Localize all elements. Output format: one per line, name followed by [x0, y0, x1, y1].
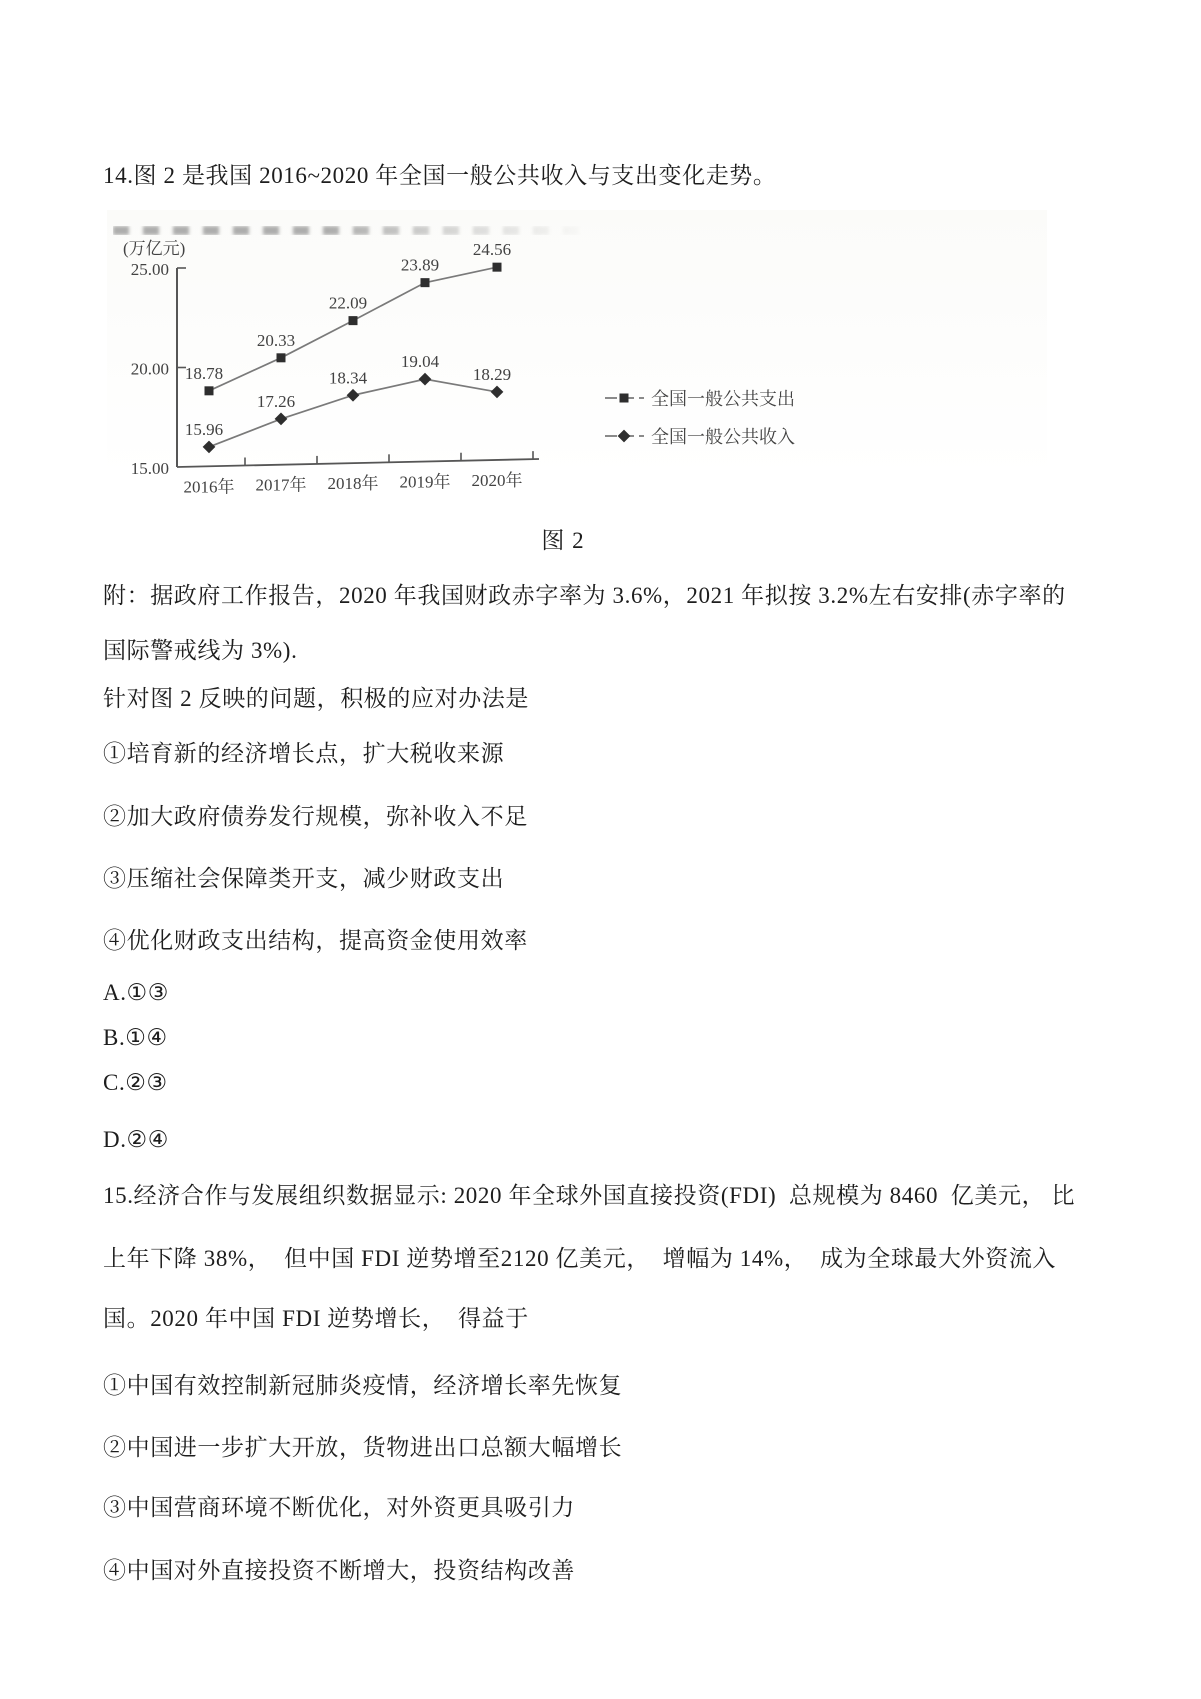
figure-2 — [107, 210, 1047, 510]
legend-label: 全国一般公共收入 — [651, 427, 795, 447]
year-label: 2018年 — [327, 474, 379, 494]
figure-2-caption: 图 2 — [541, 528, 585, 553]
data-point-label: 19.04 — [400, 352, 440, 372]
data-point-label: 18.78 — [184, 363, 224, 383]
q14-statement-4: ④优化财政支出结构，提高资金使用效率 — [103, 928, 528, 953]
q14-title: 14.图 2 是我国 2016~2020 年全国一般公共收入与支出变化走势。 — [103, 163, 777, 188]
data-point-label: 17.26 — [256, 391, 296, 411]
q14-choice-d: D.②④ — [103, 1127, 169, 1152]
data-point-label: 18.29 — [472, 364, 512, 384]
q15-statement-2: ②中国进一步扩大开放，货物进出口总额大幅增长 — [103, 1435, 623, 1460]
year-label: 2019年 — [399, 472, 451, 492]
data-point-marker — [275, 413, 288, 426]
q15-stem-line-1: 15.经济合作与发展组织数据显示: 2020 年全球外国直接投资(FDI) 总规模为 8460 亿美元， 比 — [103, 1183, 1076, 1208]
data-point-marker — [419, 373, 432, 386]
scan-artifact — [113, 226, 593, 235]
data-point-marker — [421, 278, 430, 287]
data-point-marker — [493, 263, 502, 272]
data-point-label: 20.33 — [256, 330, 296, 350]
data-point-marker — [349, 316, 358, 325]
x-axis — [177, 459, 539, 467]
data-point-label: 15.96 — [184, 419, 224, 439]
year-label: 2017年 — [255, 475, 307, 495]
q14-note-line-1: 附：据政府工作报告，2020 年我国财政赤字率为 3.6%，2021 年拟按 3.2%左右安排(赤字率的 — [103, 583, 1066, 608]
q14-stem: 针对图 2 反映的问题，积极的应对办法是 — [103, 686, 529, 711]
data-point-marker — [205, 386, 214, 395]
q15-stem-line-3: 国。2020 年中国 FDI 逆势增长， 得益于 — [103, 1306, 529, 1331]
y-tick-label: 20.00 — [130, 359, 169, 379]
data-point-label: 24.56 — [472, 240, 512, 260]
q15-statement-3: ③中国营商环境不断优化，对外资更具吸引力 — [103, 1495, 575, 1520]
figure-2-line-chart — [107, 210, 1047, 510]
q15-stem-line-2: 上年下降 38%， 但中国 FDI 逆势增至2120 亿美元， 增幅为 14%， 成为全球最大外资流入 — [103, 1246, 1057, 1271]
y-tick-label: 15.00 — [130, 459, 169, 478]
data-point-marker — [277, 353, 286, 362]
data-point-marker — [620, 394, 629, 403]
data-point-marker — [491, 386, 504, 399]
year-label: 2020年 — [471, 470, 523, 490]
q14-note-line-2: 国际警戒线为 3%). — [103, 638, 298, 663]
q14-statement-3: ③压缩社会保障类开支，减少财政支出 — [103, 866, 505, 891]
unit-label: (万亿元) — [123, 239, 186, 258]
q15-statement-1: ①中国有效控制新冠肺炎疫情，经济增长率先恢复 — [103, 1373, 623, 1398]
data-point-marker — [347, 389, 360, 402]
data-point-label: 18.34 — [328, 368, 368, 388]
data-point-marker — [618, 430, 631, 443]
q15-statement-4: ④中国对外直接投资不断增大，投资结构改善 — [103, 1558, 575, 1583]
q14-choice-c: C.②③ — [103, 1070, 168, 1095]
data-point-label: 22.09 — [328, 293, 368, 313]
q14-choice-b: B.①④ — [103, 1025, 168, 1050]
y-tick-label: 25.00 — [130, 260, 169, 279]
legend-label: 全国一般公共支出 — [651, 389, 795, 409]
q14-statement-2: ②加大政府债券发行规模，弥补收入不足 — [103, 804, 528, 829]
year-label: 2016年 — [183, 477, 235, 497]
q14-statement-1: ①培育新的经济增长点，扩大税收来源 — [103, 741, 505, 766]
data-point-marker — [203, 441, 216, 454]
q14-choice-a: A.①③ — [103, 980, 169, 1005]
data-point-label: 23.89 — [400, 255, 440, 275]
